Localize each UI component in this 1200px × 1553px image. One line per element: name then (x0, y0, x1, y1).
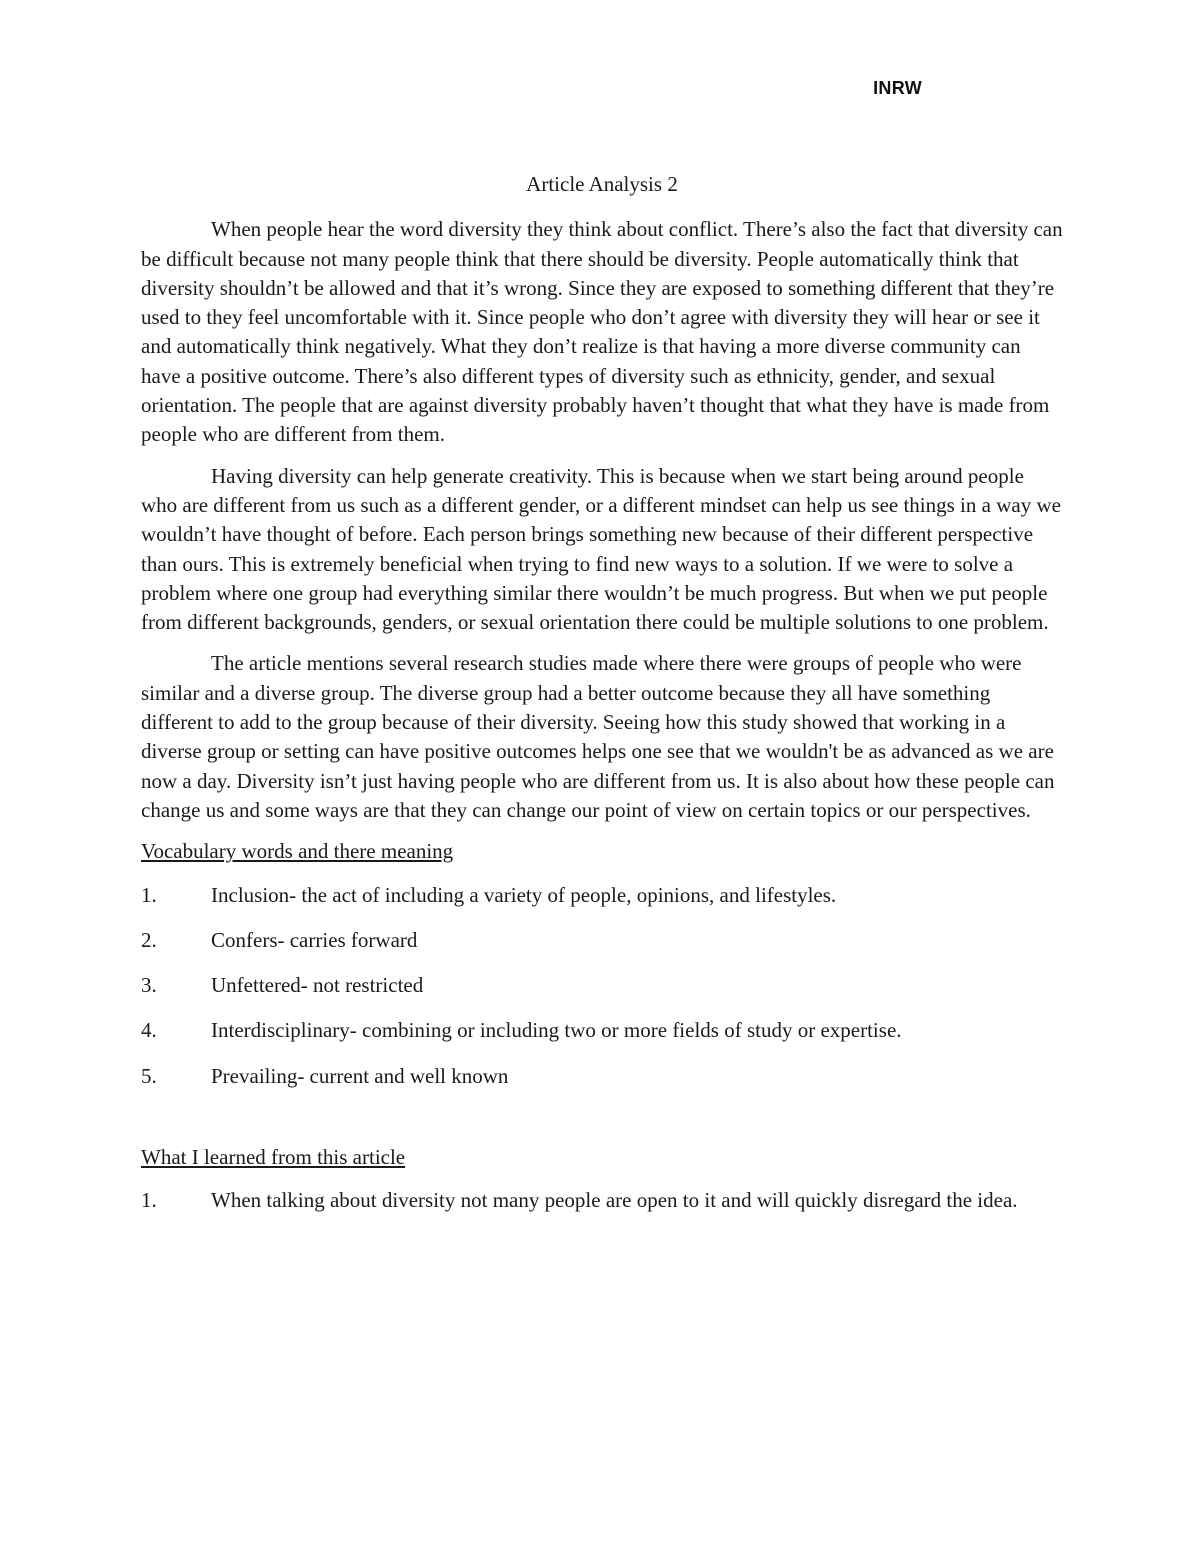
header-course-code: INRW (873, 78, 922, 98)
list-item-text: Prevailing- current and well known (211, 1063, 509, 1088)
spacer (141, 1107, 1063, 1139)
list-item (141, 971, 1063, 1000)
list-item-text: Confers- carries forward (211, 927, 418, 952)
list-item-number: 5. (141, 1063, 157, 1088)
list-item (141, 1062, 1063, 1091)
list-item (141, 1016, 1063, 1045)
list-item (141, 926, 1063, 955)
paragraph-1: When people hear the word diversity they think about conflict. There’s also the fact that diversity can be difficult because not many people think that there should be diversity. People automatically think that diversity shouldn’t be allowed and that it’s wrong. Since they are exposed to something different that they’re used to they feel uncomfortable with it. Since people who don’t agree with diversity they will hear or see it and automatically think negatively. What they don’t realize is that having a more diverse community can have a positive outcome. There’s also different types of diversity such as ethnicity, gender, and sexual orientation. The people that are against diversity probably haven’t thought that what they have is made from people who are different from them. (141, 217, 1063, 447)
document-body (141, 170, 1063, 1216)
vocab-heading: Vocabulary words and there meaning (141, 839, 454, 864)
list-item-number: 3. (141, 973, 157, 998)
learned-item-number: 1. (141, 1188, 157, 1213)
learned-item-text: When talking about diversity not many people are open to it and will quickly disregard the idea. (211, 1188, 1018, 1213)
list-item-text: Inclusion- the act of including a variety of people, opinions, and lifestyles. (211, 882, 837, 907)
list-item-number: 4. (141, 1018, 157, 1043)
document-title: Article Analysis 2 (526, 172, 678, 196)
learned-item (141, 1186, 1063, 1215)
learned-heading: What I learned from this article (141, 1145, 406, 1170)
list-item-number: 1. (141, 882, 157, 907)
list-item (141, 881, 1063, 910)
list-item-text: Interdisciplinary- combining or including two or more fields of study or expertise. (211, 1018, 902, 1043)
list-item-number: 2. (141, 927, 157, 952)
paragraph-3: The article mentions several research studies made where there were groups of people who were similar and a diverse group. The diverse group had a better outcome because they all have something different to add to the group because of their diversity. Seeing how this study showed that working in a diverse group or setting can have positive outcomes helps one see that we wouldn't be as advanced as we are now a day. Diversity isn’t just having people who are different from us. It is also about how these people can change us and some ways are that they can change our point of view on certain topics or our perspectives. (141, 651, 1055, 822)
list-item-text: Unfettered- not restricted (211, 973, 424, 998)
paragraph-2: Having diversity can help generate creativity. This is because when we start being around people who are different from us such as a different gender, or a different mindset can help us see things in a way we wouldn’t have thought of before. Each person brings something new because of their different perspective than ours. This is extremely beneficial when trying to find new ways to a solution. If we were to solve a problem where one group had everything similar there wouldn’t be much progress. But when we put people from different backgrounds, genders, or sexual orientation there could be multiple solutions to one problem. (141, 463, 1061, 635)
vocab-list (141, 881, 1063, 1091)
